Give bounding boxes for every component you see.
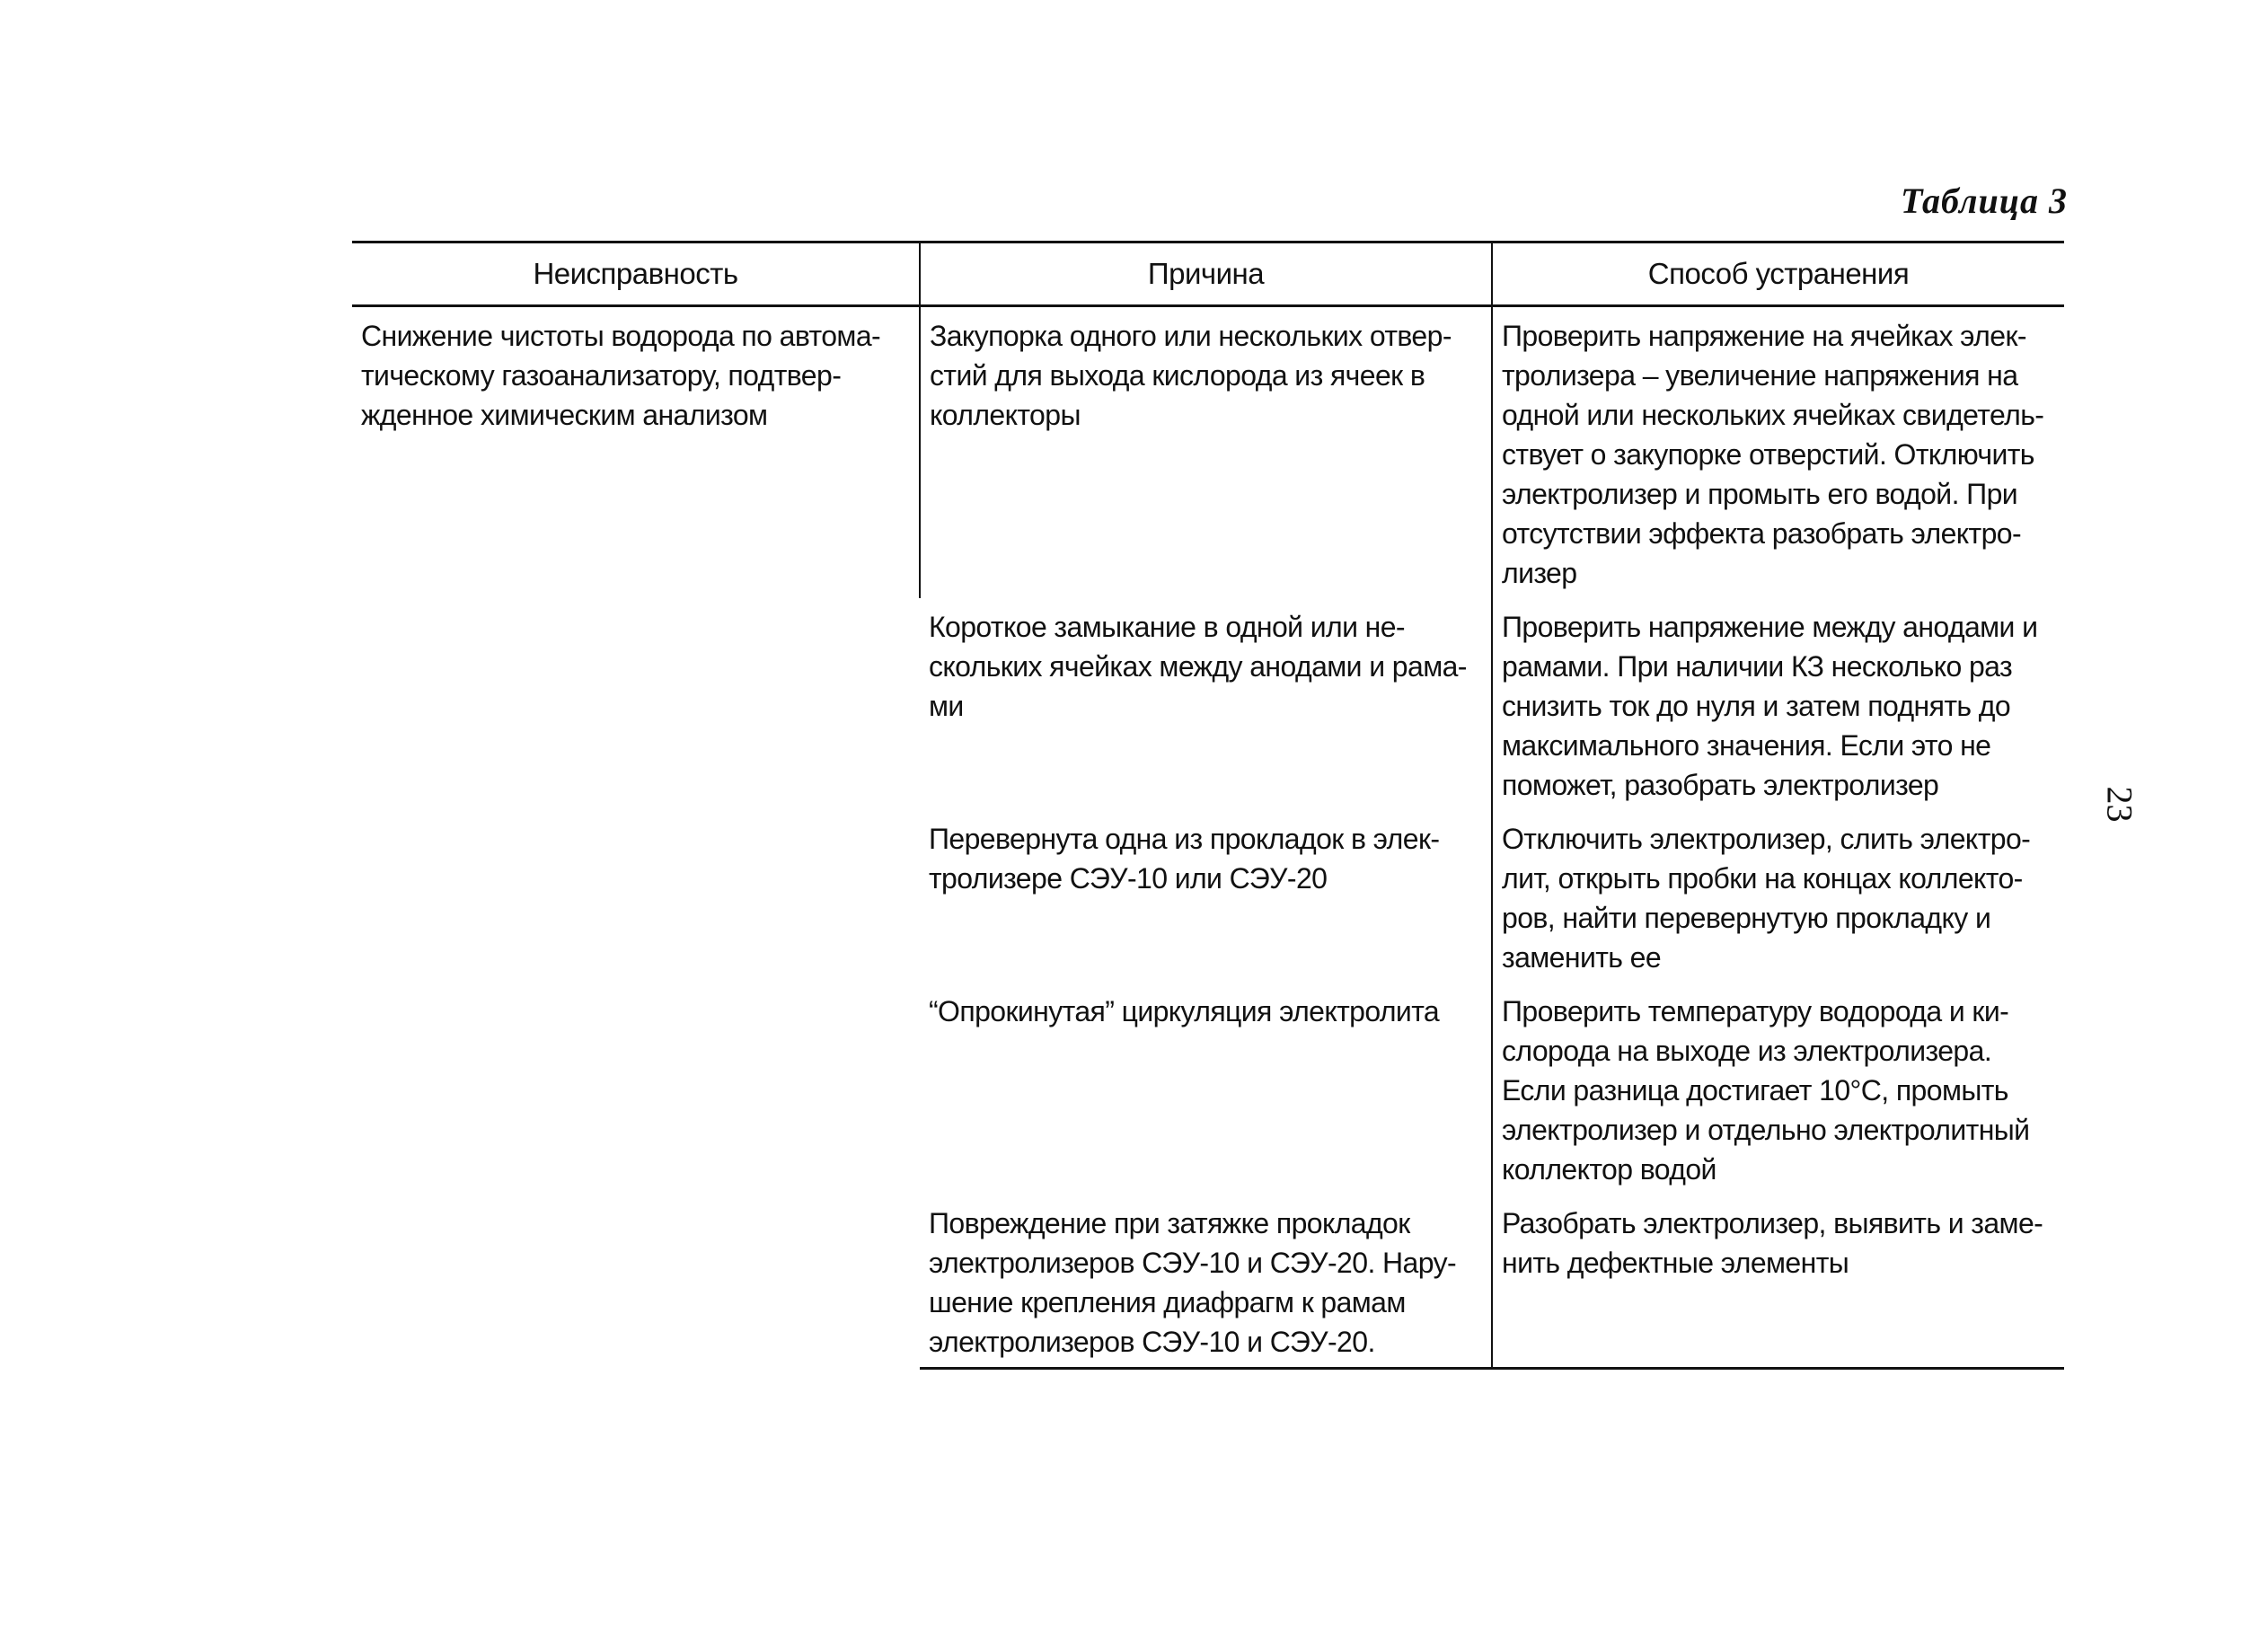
- cause-cell: Закупорка одного или нескольких отвер-стий для выхода кислорода из ячеек в коллекторы: [920, 306, 1492, 599]
- remedy-cell: Отключить электролизер, слить электро-лит, открыть пробки на концах коллекто-ров, найти перевернутую прокладку и заменить ее: [1492, 810, 2064, 983]
- table-row: [352, 306, 2064, 599]
- header-cause: Причина: [920, 242, 1492, 306]
- cause-cell: Перевернута одна из прокладок в элек-тролизере СЭУ-10 или СЭУ-20: [929, 823, 1440, 895]
- remedy-cell: Проверить напряжение на ячейках элек-тролизера – увеличение напряжения на одной или нескольких ячейках свидетель-ствует о закупорке отверстий. Отключить электролизер и промыть его водой. При отсутствии эффекта разобрать электро-лизер: [1492, 306, 2064, 599]
- remedy-cell: Проверить напряжение между анодами и рамами. При наличии КЗ несколько раз снизить ток до нуля и затем поднять до максимального значения. Если это не поможет, разобрать электролизер: [1492, 598, 2064, 810]
- table-caption: Таблица 3: [1901, 181, 2068, 221]
- troubleshooting-table: [352, 241, 2064, 1370]
- remedy-cell: Проверить температуру водорода и ки-слорода на выходе из электролизера. Если разница достигает 10°С, промыть электролизер и отдельно электролитный коллектор водой: [1492, 983, 2064, 1195]
- cause-cell: “Опрокинутая” циркуляция электролита: [929, 995, 1440, 1027]
- cause-cell: Короткое замыкание в одной или не-скольких ячейках между анодами и рама-ми: [929, 611, 1467, 722]
- fault-cell: Снижение чистоты водорода по автома-тическому газоанализатору, подтвер-жденное химическим анализом: [361, 320, 881, 431]
- table-header-row: [352, 242, 2064, 306]
- header-remedy: Способ устранения: [1492, 242, 2064, 306]
- cause-cell: Повреждение при затяжке прокладок электролизеров СЭУ-10 и СЭУ-20. Нару-шение крепления диафрагм к рамам электролизеров СЭУ-10 и СЭУ-20.: [920, 1195, 1492, 1369]
- header-fault: Неисправность: [352, 242, 920, 306]
- remedy-cell: Разобрать электролизер, выявить и заме-нить дефектные элементы: [1492, 1195, 2064, 1369]
- page-number: 23: [2099, 786, 2140, 823]
